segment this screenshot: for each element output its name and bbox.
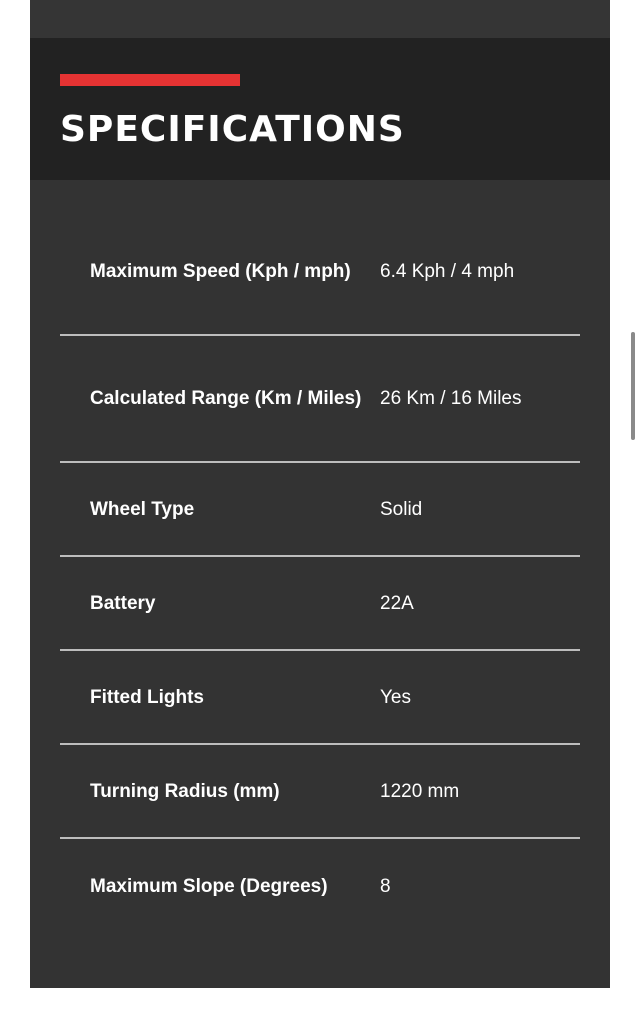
spec-row-range [60,336,580,463]
spec-value: Yes [380,686,411,708]
section-header [30,38,610,180]
spec-label: Turning Radius (mm) [90,780,280,802]
spec-label: Maximum Slope (Degrees) [90,875,328,897]
spec-value: 22A [380,592,414,614]
spec-table [30,180,610,933]
spec-value: 8 [380,875,391,897]
specifications-card [30,0,610,988]
spec-label: Fitted Lights [90,686,204,708]
spec-row-wheel-type [60,463,580,557]
spec-label: Maximum Speed (Kph / mph) [90,260,351,282]
spec-label: Battery [90,592,156,614]
spec-row-turning-radius [60,745,580,839]
spec-label: Wheel Type [90,498,195,520]
section-title: SPECIFICATIONS [60,109,405,150]
spec-row-battery [60,557,580,651]
spec-row-max-speed [60,180,580,336]
spec-value: 1220 mm [380,780,460,802]
spec-row-max-slope [60,839,580,933]
spec-value: 6.4 Kph / 4 mph [380,260,515,282]
spec-value: Solid [380,498,423,520]
spec-value: 26 Km / 16 Miles [380,388,522,409]
scrollbar[interactable] [631,332,635,440]
spec-row-fitted-lights [60,651,580,745]
accent-bar [60,74,240,86]
spec-label: Calculated Range (Km / Miles) [90,388,362,409]
top-strip [30,0,610,38]
